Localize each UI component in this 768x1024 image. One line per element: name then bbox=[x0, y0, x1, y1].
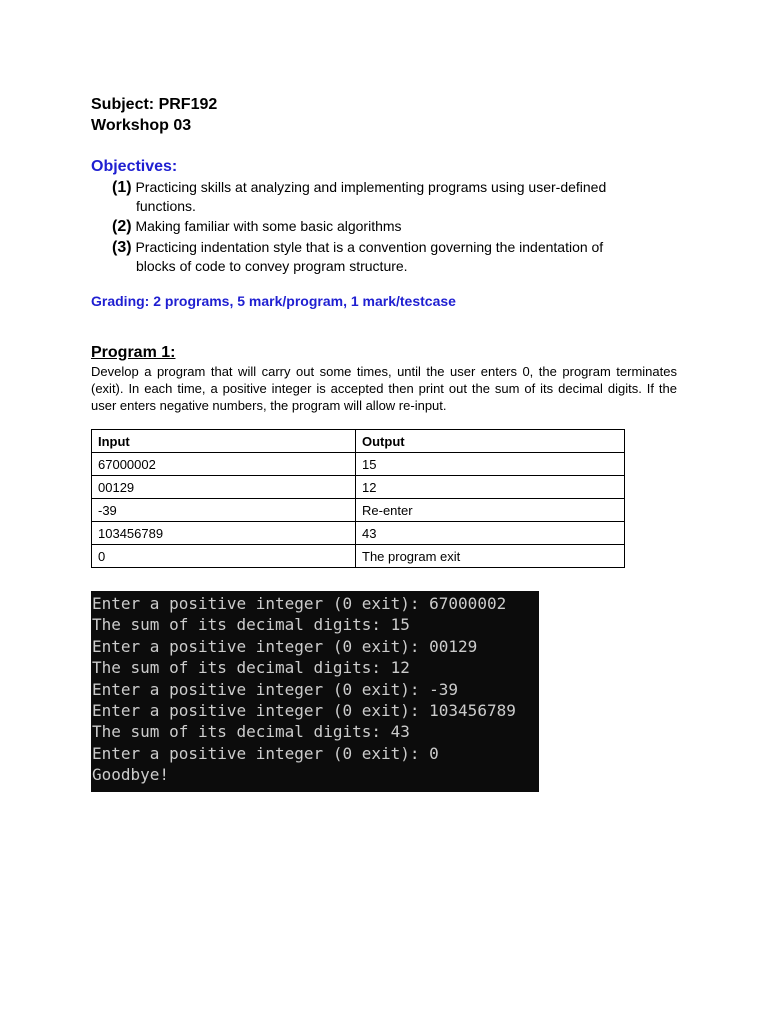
program-1-description: Develop a program that will carry out some times, until the user enters 0, the program terminates (exit). In each time, a positive integer is accepted then print out the sum of its decimal digits. If the user enters negative numbers, the program will allow re-input. bbox=[91, 364, 677, 413]
console-line: Enter a positive integer (0 exit): 67000002 bbox=[92, 594, 507, 613]
console-line: Enter a positive integer (0 exit): 00129 bbox=[92, 636, 478, 656]
table-cell-input: -39 bbox=[92, 499, 356, 522]
console-output-screenshot bbox=[91, 591, 539, 792]
objective-item-3 bbox=[112, 238, 672, 276]
objective-number: (2) bbox=[112, 218, 132, 235]
objective-number: (1) bbox=[112, 179, 132, 196]
console-line: The sum of its decimal digits: 12 bbox=[92, 658, 410, 678]
table-cell-input: 67000002 bbox=[92, 453, 356, 476]
objectives-heading: Objectives: bbox=[91, 158, 178, 175]
objective-text: Making familiar with some basic algorithms bbox=[131, 218, 402, 234]
objective-continuation: blocks of code to convey program structure. bbox=[136, 258, 408, 274]
io-table bbox=[91, 429, 625, 568]
console-line: The sum of its decimal digits: 15 bbox=[92, 615, 410, 635]
table-cell-input: 0 bbox=[92, 545, 356, 568]
table-row bbox=[92, 499, 625, 522]
table-cell-output: 12 bbox=[356, 476, 625, 499]
table-cell-output: The program exit bbox=[356, 545, 625, 568]
table-header-input: Input bbox=[92, 430, 356, 453]
grading-line: Grading: 2 programs, 5 mark/program, 1 mark/testcase bbox=[91, 293, 456, 309]
table-row bbox=[92, 522, 625, 545]
table-cell-output: 15 bbox=[356, 453, 625, 476]
table-cell-output: Re-enter bbox=[356, 499, 625, 522]
console-line: Goodbye! bbox=[92, 765, 170, 785]
subject-line: Subject: PRF192 bbox=[91, 96, 218, 113]
console-line: Enter a positive integer (0 exit): 0 bbox=[92, 743, 439, 763]
table-cell-input: 00129 bbox=[92, 476, 356, 499]
table-row bbox=[92, 545, 625, 568]
program-1-title: Program 1: bbox=[91, 344, 176, 361]
console-line: Enter a positive integer (0 exit): -39 bbox=[92, 679, 459, 699]
workshop-title: Workshop 03 bbox=[91, 117, 192, 134]
console-line: Enter a positive integer (0 exit): 103456789 bbox=[92, 700, 516, 720]
table-row bbox=[92, 476, 625, 499]
table-header-row bbox=[92, 430, 625, 453]
objective-item-1 bbox=[112, 178, 672, 216]
table-row bbox=[92, 453, 625, 476]
table-cell-input: 103456789 bbox=[92, 522, 356, 545]
objective-item-2 bbox=[112, 217, 672, 236]
objective-text: Practicing skills at analyzing and implementing programs using user-defined bbox=[131, 179, 607, 195]
objective-text: Practicing indentation style that is a convention governing the indentation of bbox=[131, 239, 604, 255]
table-cell-output: 43 bbox=[356, 522, 625, 545]
objective-continuation: functions. bbox=[136, 198, 196, 214]
table-header-output: Output bbox=[356, 430, 625, 453]
objective-number: (3) bbox=[112, 239, 132, 256]
console-line: The sum of its decimal digits: 43 bbox=[92, 722, 410, 742]
